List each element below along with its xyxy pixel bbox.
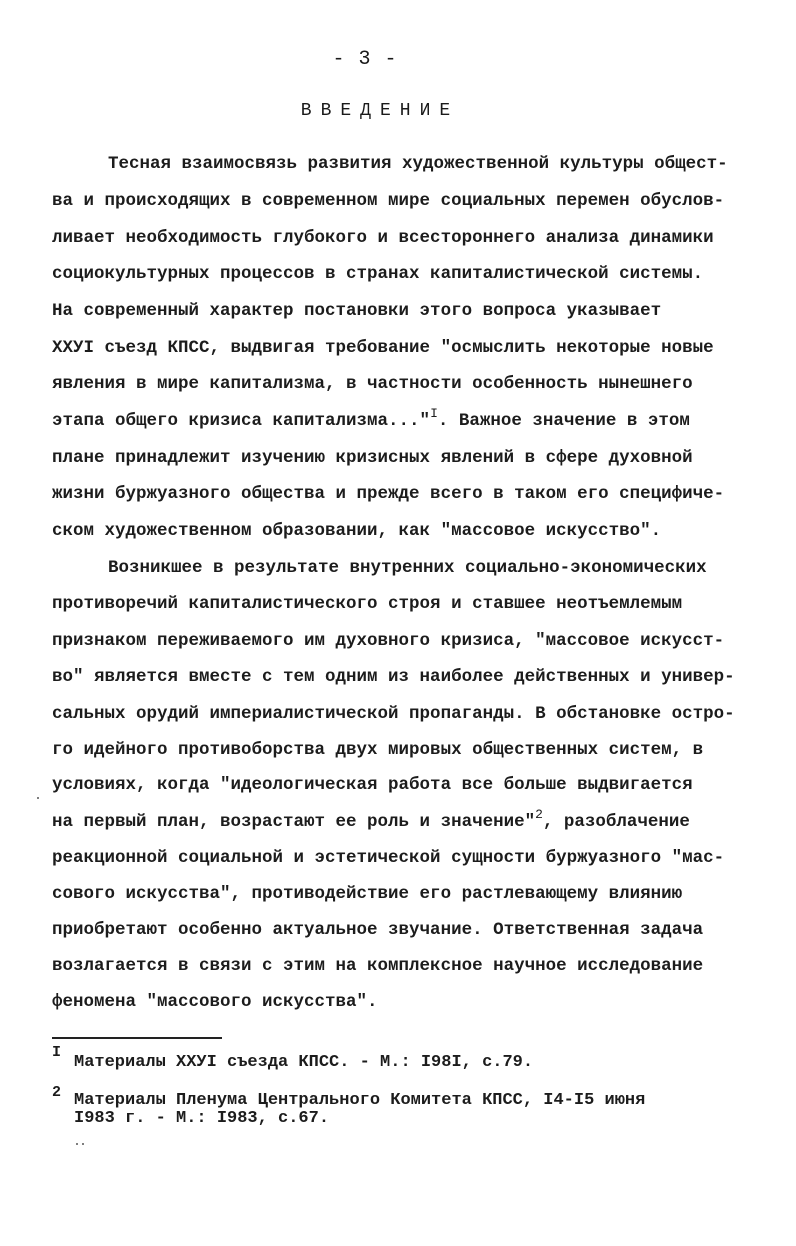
text-segment: , разоблачение: [542, 812, 690, 832]
text-segment: на первый план, возрастают ее роль и значение": [52, 812, 536, 832]
text-line: го идейного противоборства двух мировых общественных систем, в: [52, 740, 704, 760]
text-line-with-footnote: [52, 406, 690, 433]
text-line: На современный характер постановки этого вопроса указывает: [52, 301, 662, 321]
footnote-marker: 2: [52, 1084, 62, 1101]
text-line: плане принадлежит изучению кризисных явлений в сфере духовной: [52, 448, 693, 468]
text-line: условиях, когда "идеологическая работа все больше выдвигается: [52, 775, 693, 795]
text-line: сальных орудий империалистической пропаганды. В обстановке остро-: [52, 704, 735, 724]
text-segment: этапа общего кризиса капитализма...": [52, 411, 431, 431]
text-line: сового искусства", противодействие его растлевающему влиянию: [52, 884, 683, 904]
text-line: приобретают особенно актуальное звучание. Ответственная задача: [52, 920, 704, 940]
text-line: во" является вместе с тем одним из наиболее действенных и универ-: [52, 667, 735, 687]
text-line: феномена "массового искусства".: [52, 992, 378, 1012]
section-heading: ВВЕДЕНИЕ: [300, 101, 460, 121]
text-line: ском художественном образовании, как "массовое искусство".: [52, 521, 662, 541]
text-line: социокультурных процессов в странах капиталистической системы.: [52, 264, 704, 284]
text-line: признаком переживаемого им духовного кризиса, "массовое искусст-: [52, 631, 725, 651]
footnote-text: Материалы ХХУI съезда КПСС. - М.: I98I, с.79.: [74, 1053, 534, 1072]
text-line: противоречий капиталистического строя и ставшее неотъемлемым: [52, 594, 683, 614]
footnote-reference: 2: [535, 807, 543, 822]
text-line: явления в мире капитализма, в частности особенность нынешнего: [52, 374, 693, 394]
text-line: ва и происходящих в современном мире социальных перемен обуслов-: [52, 191, 725, 211]
scan-speck: [37, 797, 39, 799]
text-line: ливает необходимость глубокого и всестороннего анализа динамики: [52, 228, 714, 248]
text-line: Возникшее в результате внутренних социально-экономических: [108, 558, 707, 578]
text-segment: . Важное значение в этом: [437, 411, 690, 431]
text-line: реакционной социальной и эстетической сущности буржуазного "мас-: [52, 848, 725, 868]
footnote-marker: I: [52, 1044, 62, 1061]
scan-speck: [82, 1143, 84, 1145]
text-line: Тесная взаимосвязь развития художественной культуры общест-: [108, 154, 728, 174]
scan-speck: [76, 1143, 78, 1145]
footnote-text: Материалы Пленума Центрального Комитета КПСС, I4-I5 июня: [74, 1091, 646, 1110]
text-line: возлагается в связи с этим на комплексное научное исследование: [52, 956, 704, 976]
footnote-divider: [52, 1037, 222, 1039]
page-number: - 3 -: [332, 48, 398, 71]
text-line-with-footnote: [52, 807, 690, 834]
footnote-text: I983 г. - М.: I983, с.67.: [74, 1109, 330, 1128]
text-line: ХХУI съезд КПСС, выдвигая требование "осмыслить некоторые новые: [52, 338, 714, 358]
footnote-reference: I: [430, 406, 438, 421]
text-line: жизни буржуазного общества и прежде всего в таком его специфиче-: [52, 484, 725, 504]
